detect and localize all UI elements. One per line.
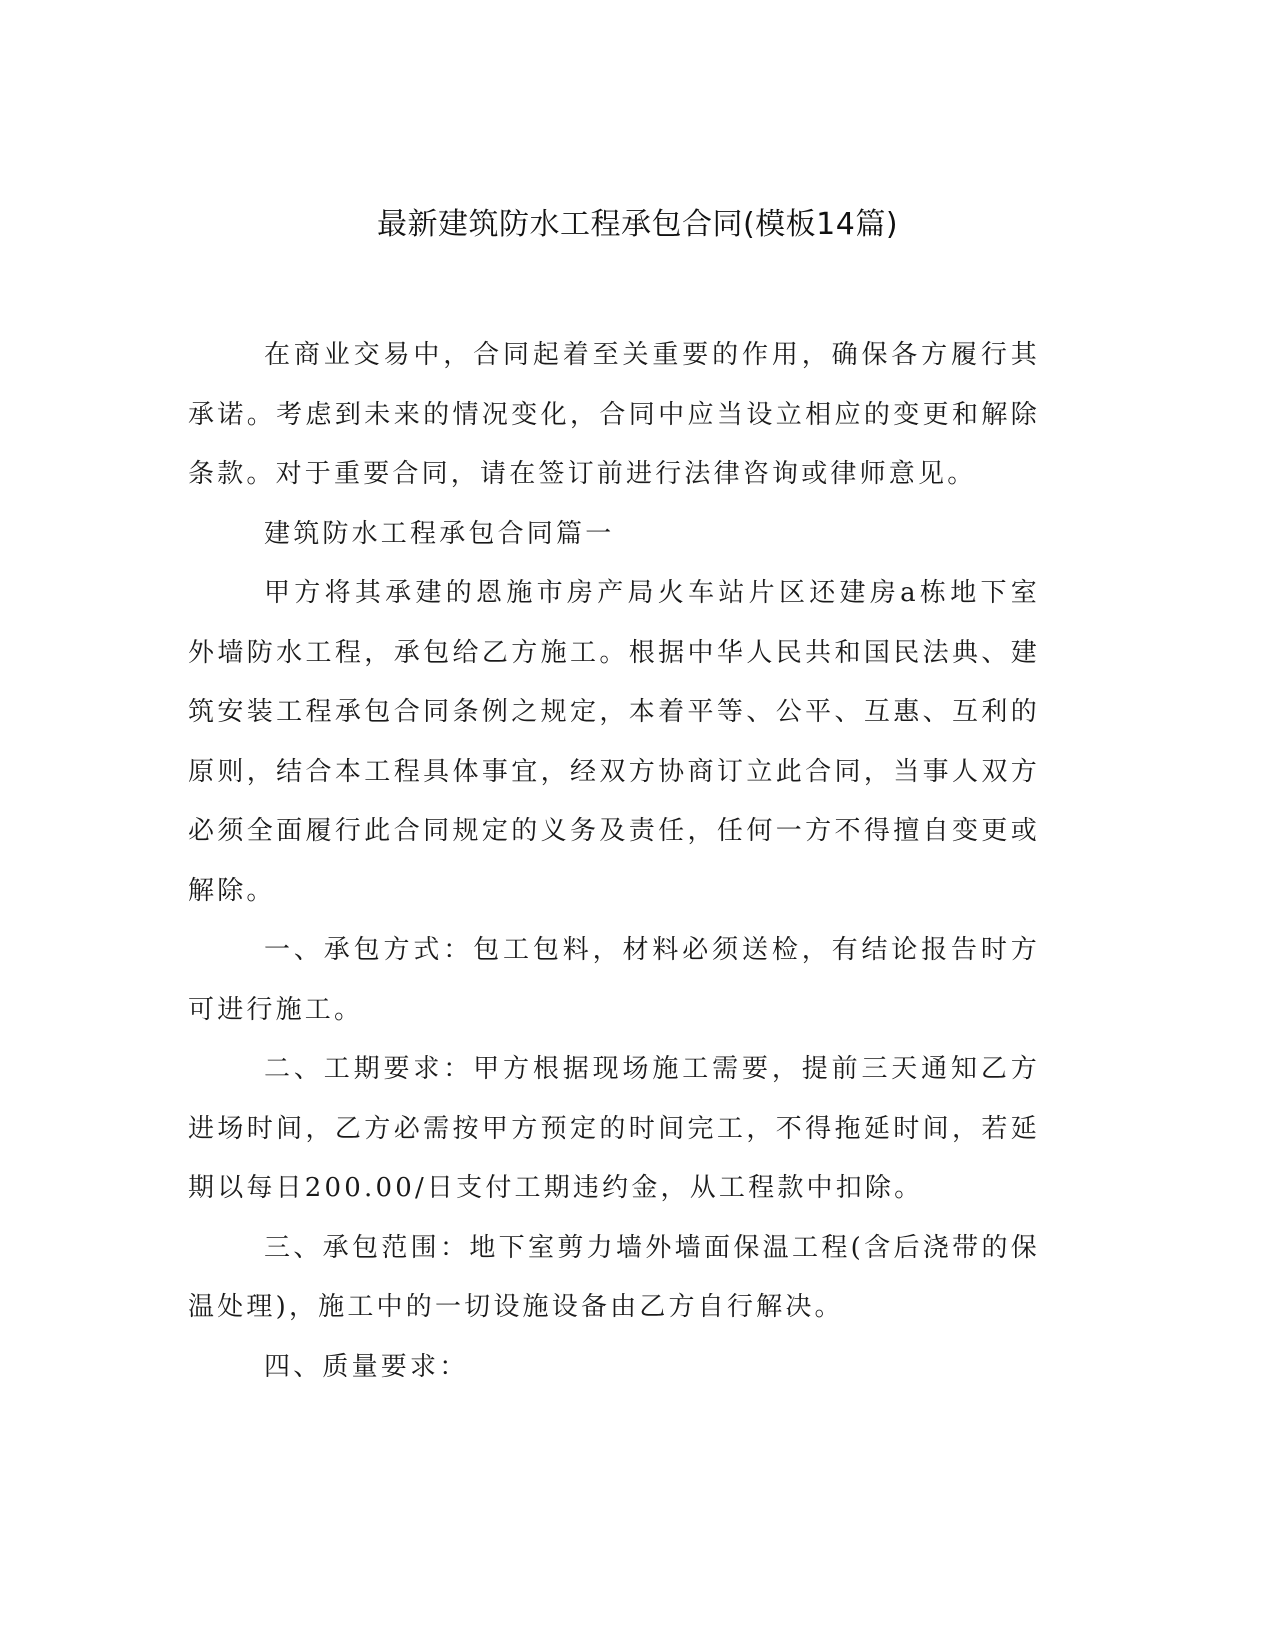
clause-contract-method: 一、承包方式：包工包料，材料必须送检，有结论报告时方可进行施工。 xyxy=(188,935,1040,1025)
contract-preamble-paragraph: 甲方将其承建的恩施市房产局火车站片区还建房a栋地下室外墙防水工程，承包给乙方施工。根据中华人民共和国民法典、建筑安装工程承包合同条例之规定，本着平等、公平、互惠、互利的原则，结合本工程具体事宜，经双方协商订立此合同，当事人双方必须全面履行此合同规定的义务及责任，任何一方不得擅自变更或解除。 xyxy=(188,578,1040,906)
clause-contract-scope: 三、承包范围：地下室剪力墙外墙面保温工程(含后浇带的保温处理)，施工中的一切设施设备由乙方自行解决。 xyxy=(188,1232,1040,1322)
clause-schedule-requirement: 二、工期要求：甲方根据现场施工需要，提前三天通知乙方进场时间，乙方必需按甲方预定的时间完工，不得拖延时间，若延期以每日200.00/日支付工期违约金，从工程款中扣除。 xyxy=(188,1054,1040,1203)
intro-paragraph: 在商业交易中，合同起着至关重要的作用，确保各方履行其承诺。考虑到未来的情况变化，合同中应当设立相应的变更和解除条款。对于重要合同，请在签订前进行法律咨询或律师意见。 xyxy=(188,340,1040,489)
document-body xyxy=(188,326,1040,1397)
clause-quality-requirement: 四、质量要求： xyxy=(264,1351,469,1382)
section-heading: 建筑防水工程承包合同篇一 xyxy=(264,518,615,549)
document-title: 最新建筑防水工程承包合同(模板14篇) xyxy=(376,207,899,242)
